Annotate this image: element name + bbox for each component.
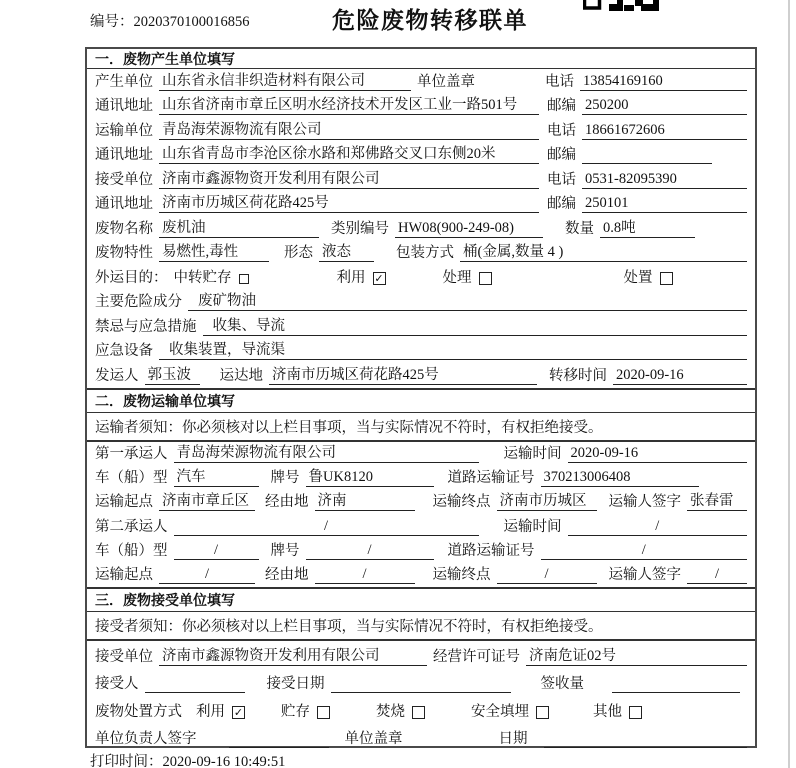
vehicle-type1-value: 汽车 (174, 465, 259, 487)
zip-label: 邮编 (547, 98, 576, 114)
road-permit-label: 道路运输证号 (447, 470, 535, 487)
carrier2-value: / (174, 518, 479, 536)
transporter-value: 青岛海荣源物流有限公司 (159, 118, 539, 140)
route1-row (87, 490, 755, 514)
vehicle2-row (87, 539, 755, 563)
via1-value: 济南 (315, 489, 415, 511)
date-value (544, 747, 748, 748)
acceptor-row (87, 669, 755, 697)
carrier2-row (87, 514, 755, 538)
producer-address-row (87, 94, 755, 119)
disposal-option-label: 安全填埋 (471, 703, 529, 720)
vehicle-type-label: 车（船）型 (95, 542, 168, 559)
origin1-value: 济南市章丘区 (159, 489, 255, 511)
carrier1-value: 青岛海荣源物流有限公司 (174, 441, 479, 463)
transport-time1-value: 2020-09-16 (568, 445, 748, 463)
receiver-row (87, 167, 755, 192)
waste-trait-row (87, 241, 755, 266)
unit-seal-label: 单位盖章 (417, 73, 475, 90)
quantity-value: 0.8吨 (600, 216, 695, 238)
received-amount-label: 签收量 (540, 676, 584, 693)
package-label: 包装方式 (396, 245, 454, 261)
form-value: 液态 (319, 240, 374, 262)
section-3-header: 三．废物接受单位填写 (87, 587, 755, 612)
receiver-notice: 接受者须知：你必须核对以上栏目事项，当与实际情况不符时，有权拒绝接受。 (87, 612, 755, 641)
destination-value: 济南市历城区荷花路425号 (269, 363, 537, 385)
hazard-row (87, 290, 755, 315)
via-label: 经由地 (265, 567, 309, 584)
purpose-row (87, 265, 755, 290)
producer-address-value: 山东省济南市章丘区明水经济技术开发区工业一路501号 (159, 93, 539, 115)
endpoint1-value: 济南市历城区 (497, 489, 597, 511)
trait-value: 易燃性,毒性 (159, 240, 269, 262)
page-edge-divider (788, 0, 790, 768)
print-time (90, 750, 285, 768)
serial-number (90, 10, 250, 31)
responsible-signature-label: 单位负责人签字 (95, 731, 197, 748)
receiver-label: 接受单位 (95, 171, 153, 188)
producer-label: 产生单位 (95, 73, 153, 90)
category-label: 类别编号 (331, 220, 389, 237)
plate-label: 牌号 (270, 470, 300, 487)
transfer-time-label: 转移时间 (549, 367, 607, 384)
receiver-value: 济南市鑫源物资开发利用有限公司 (159, 167, 539, 189)
equipment-label: 应急设备 (95, 343, 153, 359)
endpoint-label: 运输终点 (432, 567, 491, 584)
disposal-method-label: 废物处置方式 (95, 703, 182, 720)
serial-value: 2020370100016856 (133, 14, 250, 30)
receiver-address-row (87, 192, 755, 217)
taboo-value: 收集、导流 (203, 314, 748, 336)
hazard-value: 废矿物油 (188, 289, 747, 311)
purpose-option-label: 中转贮存 (173, 269, 232, 286)
carrier-signature1-value: 张春雷 (687, 489, 747, 511)
destination-label: 运达地 (219, 367, 263, 384)
disposal-method-row (87, 696, 755, 724)
acceptor-value (145, 692, 245, 693)
carrier1-row (87, 442, 755, 466)
accept-date-value (331, 692, 511, 693)
disposal-option-label: 其他 (593, 703, 622, 720)
disposal-option-label: 利用 (196, 703, 225, 720)
section-2-header: 二．废物运输单位填写 (87, 388, 755, 413)
purpose-option-label: 利用 (336, 269, 366, 286)
taboo-label: 禁忌与应急措施 (95, 318, 197, 335)
incinerate-checkbox (412, 706, 425, 719)
utilize-checkbox: ✓ (233, 705, 244, 719)
license-value: 济南危证02号 (526, 644, 747, 666)
vehicle-type2-value: / (174, 542, 259, 560)
zip-label: 邮编 (547, 147, 576, 163)
carrier-signature-label: 运输人签字 (608, 567, 681, 584)
package-value: 桶(金属,数量 4 ) (460, 240, 747, 262)
phone-label: 电话 (545, 73, 574, 90)
quantity-label: 数量 (565, 220, 594, 237)
address-label: 通讯地址 (95, 98, 153, 114)
endpoint-label: 运输终点 (432, 494, 491, 511)
phone-label: 电话 (547, 171, 576, 188)
route2-row (87, 563, 755, 587)
plate1-value: 鲁UK8120 (306, 465, 434, 487)
address-label: 通讯地址 (95, 147, 153, 163)
date-label: 日期 (498, 731, 528, 748)
phone-label: 电话 (547, 122, 576, 139)
waste-name-label: 废物名称 (95, 220, 153, 237)
disposal-option-label: 焚烧 (376, 703, 405, 720)
accepting-unit-row (87, 641, 755, 669)
transporter-label: 运输单位 (95, 122, 153, 139)
accept-date-label: 接受日期 (266, 676, 325, 693)
transporter-notice: 运输者须知：你必须核对以上栏目事项，当与实际情况不符时，有权拒绝接受。 (87, 413, 755, 442)
waste-name-value: 废机油 (159, 216, 319, 238)
transporter-address-value: 山东省青岛市李沧区徐水路和郑佛路交叉口东侧20米 (159, 142, 539, 164)
acceptor-label: 接受人 (95, 676, 139, 693)
producer-value: 山东省永信非织造材料有限公司 (159, 69, 411, 91)
transport-time-label: 运输时间 (503, 518, 562, 535)
transport-time2-value: / (568, 518, 748, 536)
sender-label: 发运人 (95, 367, 139, 384)
road-permit-label: 道路运输证号 (447, 542, 535, 559)
utilize-checkbox: ✓ (374, 271, 384, 285)
producer-row (87, 69, 755, 94)
equipment-value: 收集装置，导流渠 (159, 338, 747, 360)
unit-seal-label: 单位盖章 (344, 731, 403, 748)
serial-label: 编号： (90, 14, 134, 30)
transfer-storage-checkbox (239, 274, 249, 284)
purpose-option-label: 处置 (623, 269, 653, 286)
origin-label: 运输起点 (95, 567, 153, 584)
responsible-signature-row (87, 724, 755, 752)
accepting-unit-value: 济南市鑫源物资开发利用有限公司 (159, 644, 427, 666)
treat-checkbox (479, 272, 492, 285)
vehicle1-row (87, 466, 755, 490)
origin2-value: / (159, 566, 255, 584)
hazard-label: 主要危险成分 (95, 294, 182, 310)
transporter-row (87, 118, 755, 143)
zip-label: 邮编 (547, 196, 576, 212)
receiver-address-value: 济南市历城区荷花路425号 (159, 191, 539, 213)
via-label: 经由地 (265, 494, 309, 511)
form-label: 形态 (284, 245, 313, 261)
print-time-value: 2020-09-16 10:49:51 (162, 754, 286, 768)
category-value: HW08(900-249-08) (395, 220, 543, 238)
other-checkbox (629, 706, 642, 719)
purpose-label: 外运目的： (95, 269, 168, 286)
equipment-row (87, 339, 755, 364)
transporter-address-row (87, 143, 755, 168)
address-label: 通讯地址 (95, 196, 153, 212)
license-label: 经营许可证号 (433, 648, 520, 665)
receiver-zip-value: 250101 (582, 195, 747, 213)
via2-value: / (315, 566, 415, 584)
sender-value: 郭玉波 (145, 363, 200, 385)
received-amount-value (612, 692, 740, 693)
vehicle-type-label: 车（船）型 (95, 470, 168, 487)
carrier-signature-label: 运输人签字 (608, 494, 681, 511)
trait-label: 废物特性 (95, 245, 153, 261)
carrier2-label: 第二承运人 (95, 518, 168, 535)
transporter-zip-value (582, 163, 712, 164)
dispose-checkbox (660, 272, 673, 285)
receiver-phone-value: 0531-82095390 (582, 171, 747, 189)
producer-phone-value: 13854169160 (580, 73, 747, 91)
transporter-phone-value: 18661672606 (582, 122, 747, 140)
print-time-label: 打印时间： (90, 754, 163, 768)
sender-row (87, 363, 755, 388)
waste-name-row (87, 216, 755, 241)
plate-label: 牌号 (270, 542, 300, 559)
qr-code-fragment (583, 0, 663, 11)
accepting-unit-label: 接受单位 (95, 648, 153, 665)
disposal-option-label: 贮存 (281, 703, 310, 720)
carrier-signature2-value: / (687, 566, 747, 584)
transfer-form-table (85, 47, 757, 748)
transport-time-label: 运输时间 (503, 445, 562, 462)
page-title: 危险废物转移联单 (332, 7, 528, 33)
landfill-checkbox (536, 706, 549, 719)
plate2-value: / (306, 542, 434, 560)
carrier1-label: 第一承运人 (95, 445, 168, 462)
origin-label: 运输起点 (95, 494, 153, 511)
purpose-option-label: 处理 (442, 269, 472, 286)
producer-zip-value: 250200 (582, 97, 747, 115)
taboo-row (87, 314, 755, 339)
road-permit2-value: / (541, 542, 748, 560)
responsible-signature-value (229, 747, 329, 748)
road-permit1-value: 370213006408 (541, 469, 700, 487)
store-checkbox (317, 706, 330, 719)
endpoint2-value: / (497, 566, 597, 584)
transfer-time-value: 2020-09-16 (613, 367, 747, 385)
section-1-header: 一．废物产生单位填写 (87, 49, 755, 69)
